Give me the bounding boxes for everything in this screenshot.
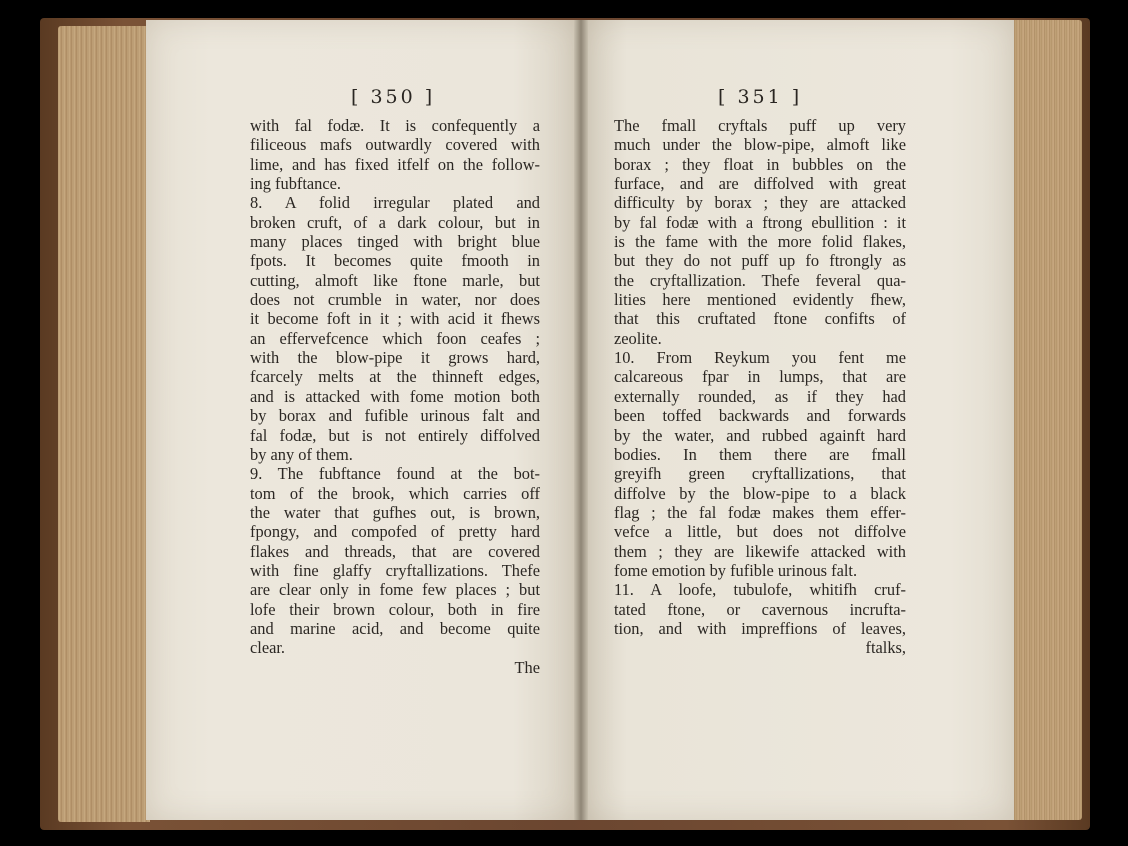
text-line: with the blow-pipe it grows hard, <box>250 348 540 368</box>
text-line: zeolite. <box>614 328 662 348</box>
text-line: an effervefcence which foon ceafes ; <box>250 328 540 348</box>
left-page-number: [ 350 ] <box>351 86 436 108</box>
text-line: with fine glaffy cryftallizations. Thefe <box>250 560 540 580</box>
text-line: the cryftallization. Thefe feveral qua- <box>614 270 906 290</box>
text-line: furface, and are diffolved with great <box>614 174 906 194</box>
text-line: borax ; they float in bubbles on the <box>614 154 906 174</box>
text-line: been toffed backwards and forwards <box>614 406 906 426</box>
text-line: The fmall cryftals puff up very <box>614 116 906 135</box>
text-line: tom of the brook, which carries off <box>250 483 540 503</box>
text-line: fal fodæ, but is not entirely diffolved <box>250 425 540 445</box>
text-line: 9. The fubftance found at the bot- <box>250 464 540 484</box>
text-line: by fal fodæ with a ftrong ebullition : it <box>614 212 906 232</box>
text-line: lime, and has fixed itfelf on the follow- <box>250 154 540 174</box>
text-line: ftalks, <box>865 638 906 658</box>
text-line: fome emotion by fufible urinous falt. <box>614 560 858 580</box>
text-line: ing fubftance. <box>250 174 342 194</box>
text-line: fpots. It becomes quite fmooth in <box>250 251 540 271</box>
text-line: externally rounded, as if they had <box>614 386 906 406</box>
text-line: does not crumble in water, nor does <box>250 290 540 310</box>
text-line: filiceous mafs outwardly covered with <box>250 135 540 155</box>
text-line: and marine acid, and become quite <box>250 618 540 638</box>
text-line: by borax and fufible urinous falt and <box>250 406 540 426</box>
text-line: 11. A loofe, tubulofe, whitifh cruf- <box>614 580 906 600</box>
text-line: fpongy, and compofed of pretty hard <box>250 522 540 542</box>
text-line: fcarcely melts at the thinneft edges, <box>250 367 540 387</box>
text-line: is the fame with the more folid flakes, <box>614 232 906 252</box>
text-line: difficulty by borax ; they are attacked <box>614 193 906 213</box>
text-line: The <box>514 657 540 677</box>
text-line: tated ftone, or cavernous incrufta- <box>614 599 906 619</box>
text-line: vefce a little, but does not diffolve <box>614 522 906 542</box>
text-line: with fal fodæ. It is confequently a <box>250 116 540 135</box>
left-fore-edge <box>58 26 150 822</box>
text-line: by any of them. <box>250 444 353 464</box>
text-line: lofe their brown colour, both in fire <box>250 599 540 619</box>
text-line: tion, and with impreffions of leaves, <box>614 618 906 638</box>
text-line: by the water, and rubbed againft hard <box>614 425 906 445</box>
text-line: broken cruft, of a dark colour, but in <box>250 212 540 232</box>
text-line: much under the blow-pipe, almoft like <box>614 135 906 155</box>
right-fore-edge <box>1010 20 1082 820</box>
text-line: flag ; the fal fodæ makes them effer- <box>614 502 906 522</box>
book-gutter <box>574 20 588 820</box>
text-line: it become foft in it ; with acid it fhews <box>250 309 540 329</box>
text-line: 10. From Reykum you fent me <box>614 348 906 368</box>
right-page-number: [ 351 ] <box>718 86 803 108</box>
text-line: many places tinged with bright blue <box>250 232 540 252</box>
text-line: lities here mentioned evidently fhew, <box>614 290 906 310</box>
text-line: that this cruftated ftone confifts of <box>614 309 906 329</box>
text-line: bodies. In them there are fmall <box>614 444 906 464</box>
text-line: the water that gufhes out, is brown, <box>250 502 540 522</box>
text-line: 8. A folid irregular plated and <box>250 193 540 213</box>
text-line: diffolve by the blow-pipe to a black <box>614 483 906 503</box>
text-line: clear. <box>250 638 286 658</box>
text-line: cutting, almoft like ftone marle, but <box>250 270 540 290</box>
text-line: but they do not puff up fo ftrongly as <box>614 251 906 271</box>
text-line: calcareous fpar in lumps, that are <box>614 367 906 387</box>
left-page-text <box>250 116 540 677</box>
text-line: and is attacked with fome motion both <box>250 386 540 406</box>
text-line: greyifh green cryftallizations, that <box>614 464 906 484</box>
right-page-text <box>614 116 906 658</box>
text-line: them ; they are likewife attacked with <box>614 541 906 561</box>
text-line: flakes and threads, that are covered <box>250 541 540 561</box>
text-line: are clear only in fome few places ; but <box>250 580 540 600</box>
